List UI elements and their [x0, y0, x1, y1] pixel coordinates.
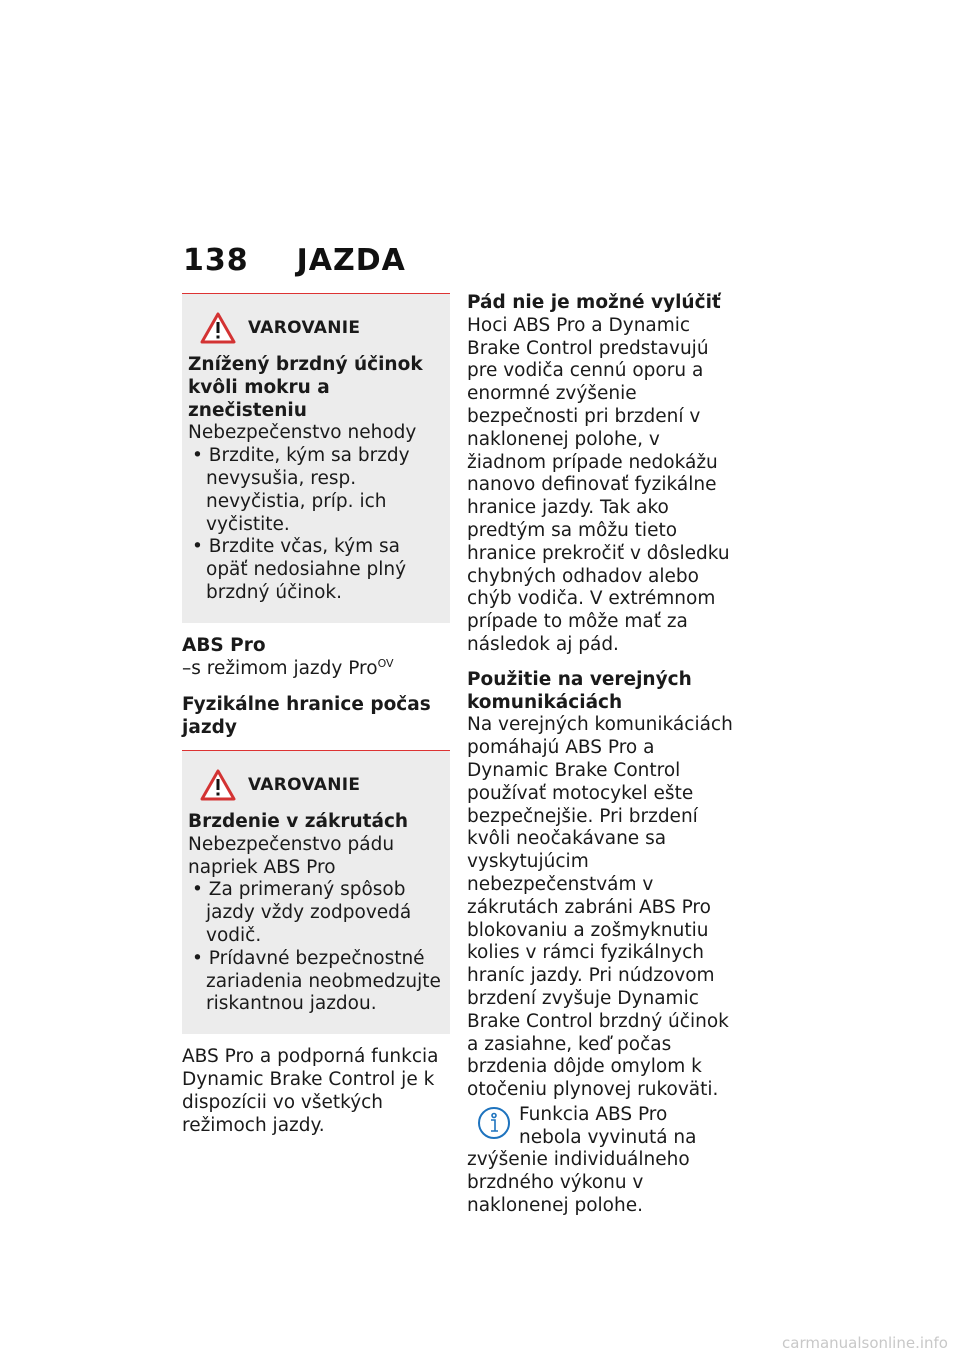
abs-paragraph: ABS Pro a podporná funkcia Dynamic Brake Control je k dispozícii vo všetkých režimoch jazdy.	[182, 1046, 439, 1136]
warning-title: Brzdenie v zákrutách	[188, 810, 409, 832]
list-item: • Brzdite včas, kým sa opäť nedosiahne plný brzdný účinok.	[188, 536, 444, 604]
option-superscript: OV	[377, 656, 394, 670]
physics-heading: Fyzikálne hranice počas jazdy	[182, 694, 431, 739]
warning-header	[200, 312, 444, 344]
warning-list	[188, 879, 444, 1016]
warning-triangle-icon	[200, 769, 236, 801]
abs-pro-heading: ABS Pro	[182, 634, 266, 656]
fall-heading: Pád nie je možné vylúčiť	[467, 292, 721, 313]
section-title: JAZDA	[296, 243, 406, 278]
fall-paragraph: Hoci ABS Pro a Dynamic Brake Control predstavujú pre vodiča cennú oporu a enormné zvýšenie bezpečnosti pri brzdení v naklonenej polohe, v žiadnom prípade nedokážu nanovo definovať fyzikálne hranice jazdy. Tak ako predtým sa môžu tieto hranice prekročiť v dôsledku chybných odhadov alebo chýb vodiča. V extrémnom prípade to môže mať za následok aj pád.	[467, 314, 730, 655]
list-item: • Za primeraný spôsob jazdy vždy zodpovedá vodič.	[188, 879, 444, 947]
warning-header	[200, 769, 444, 801]
public-roads-paragraph: Na verejných komunikáciách pomáhajú ABS Pro a Dynamic Brake Control používať motocykel ešte bezpečnejšie. Pri brzdení kvôli neočakávane sa vyskytujúcim nebezpečenstvám v zákrutách zabráni ABS Pro blokovaniu a zošmyknutiu kolies v rámci fyzikálnych hraníc jazdy. Pri núdzovom brzdení zvyšuje Dynamic Brake Control brzdný účinok a zasiahne, keď počas brzdenia dôjde omylom k otočeniu plynovej rukoväti.	[467, 714, 733, 1101]
left-column	[182, 293, 450, 1137]
abs-pro-subheading	[182, 658, 450, 681]
public-roads-heading: Použitie na verejných komunikáciách	[467, 668, 692, 713]
info-icon	[477, 1106, 511, 1140]
warning-label: VAROVANIE	[248, 317, 361, 338]
page-header	[183, 243, 406, 278]
warning-label: VAROVANIE	[248, 774, 361, 795]
list-item: • Prídavné bezpečnostné zariadenia neobmedzujte riskantnou jazdou.	[188, 948, 444, 1016]
page-number: 138	[183, 243, 249, 278]
warning-title: Znížený brzdný účinok kvôli mokru a znečisteniu	[188, 354, 423, 421]
warning-list	[188, 445, 444, 605]
info-note-text: Funkcia ABS Pro nebola vyvinutá na zvýšenie individuálneho brzdného výkonu v naklonenej polohe.	[467, 1103, 697, 1217]
warning-subtitle: Nebezpečenstvo nehody	[188, 422, 417, 444]
warning-box-cornering	[182, 750, 450, 1034]
watermark: carmanualsonline.info	[782, 1334, 948, 1352]
warning-subtitle: Nebezpečenstvo pádu napriek ABS Pro	[188, 833, 395, 878]
warning-triangle-icon	[200, 312, 236, 344]
list-item: • Brzdite, kým sa brzdy nevysušia, resp. nevyčistia, príp. ich vyčistite.	[188, 445, 444, 536]
warning-box-wet-brakes	[182, 293, 450, 623]
abs-pro-mode-text: –s režimom jazdy Pro	[182, 657, 378, 679]
right-column	[467, 292, 735, 1218]
info-note	[467, 1104, 735, 1218]
